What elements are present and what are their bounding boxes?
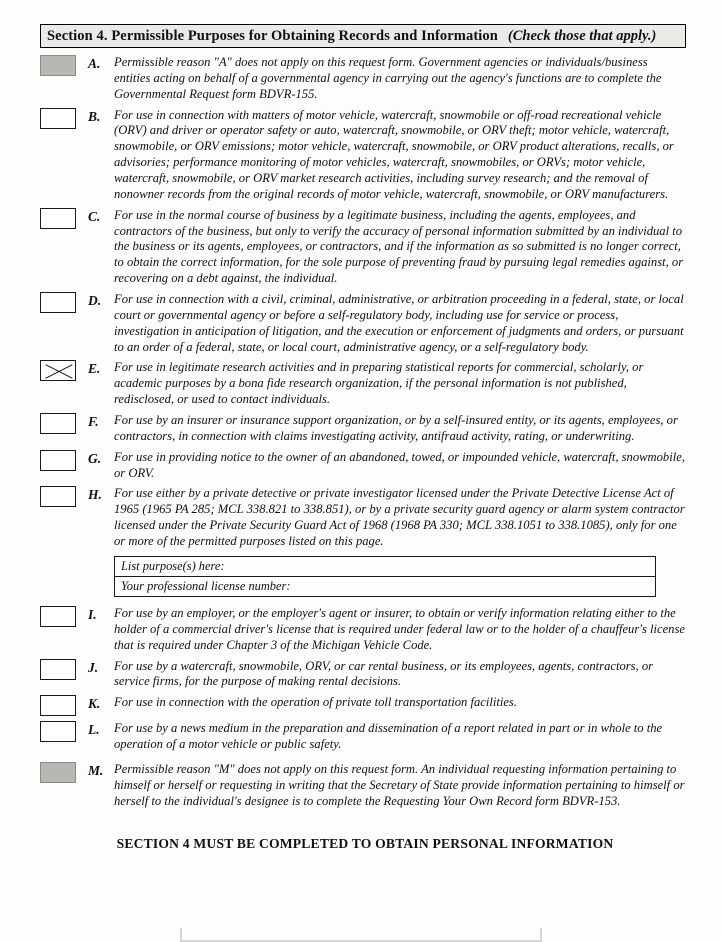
item-text-b: For use in connection with matters of motor vehicle, watercraft, snowmobile or off-road recreational vehicle (ORV) and driver or operator safety or auto, watercraft, snowmobile, or ORV theft; motor vehicle, watercraft, snowmobile, or ORV emissions; motor vehicle, watercraft, snowmobile, or ORV product alterations, recalls, or advisories; performance monitoring of motor vehicles, watercraft, snowmobiles, or ORVs; motor vehicle, watercraft, snowmobile, or ORV market research activities, including survey research; and the removal of nonowner records from the original records of motor vehicle, watercraft, snowmobile, or ORV manufacturers.	[114, 107, 674, 201]
checkbox-cell-f	[40, 412, 88, 434]
item-text-g: For use in providing notice to the owner of an abandoned, towed, or impounded vehicle, watercraft, snowmobile, or ORV.	[114, 449, 685, 480]
item-letter-i: I.	[88, 606, 97, 622]
permissible-purpose-list	[40, 54, 690, 852]
item-letter-h: H.	[88, 487, 102, 503]
checkbox-b[interactable]	[40, 108, 76, 129]
checkbox-f[interactable]	[40, 413, 76, 434]
list-item	[40, 485, 690, 549]
list-item	[40, 761, 690, 810]
item-text-i: For use by an employer, or the employer's agent or insurer, to obtain or verify information relating either to the holder of a commercial driver's license that is required under federal law or to the holder of a chauffeur's license that is required under Chapter 3 of the Michigan Vehicle Code.	[114, 605, 685, 652]
purpose-label: List purpose(s) here:	[121, 558, 225, 573]
item-text-k: For use in connection with the operation of private toll transportation facilities.	[114, 695, 517, 710]
checkbox-i[interactable]	[40, 606, 76, 627]
item-text-a: Permissible reason "A" does not apply on this request form. Government agencies or individuals/business entities acting on behalf of a governmental agency in carrying out the agency's functions are to complete the Governmental Request form BDVR-155.	[114, 55, 662, 101]
list-item	[40, 658, 690, 691]
item-text-c: For use in the normal course of business by a legitimate business, including the agents, employees, and contractors of the business, but only to verify the accuracy of personal information submitted by an individual to the business or its agents, employees, or contractors, and if the information as so submitted is no longer correct, to obtain the correct information, for the sole purpose of preventing fraud by pursuing legal remedies against, or recovering on a debt against, the individual.	[114, 207, 684, 286]
item-letter-b: B.	[88, 108, 101, 124]
item-letter-k: K.	[88, 696, 101, 712]
item-text-j: For use by a watercraft, snowmobile, ORV, or car rental business, or its employees, agents, contractors, or service firms, for the purpose of making rental decisions.	[114, 658, 654, 689]
checkbox-cell-m	[40, 761, 88, 783]
checkbox-g[interactable]	[40, 450, 76, 471]
item-text-l: For use by a news medium in the preparation and dissemination of a report related in part or in whole to the operation of a motor vehicle or public safety.	[114, 721, 663, 752]
checkbox-cell-c	[40, 207, 88, 229]
license-number-label: Your professional license number:	[121, 578, 291, 593]
purpose-row[interactable]	[115, 557, 655, 577]
checkbox-cell-h	[40, 485, 88, 507]
item-text-d: For use in connection with a civil, criminal, administrative, or arbitration proceeding in a federal, state, or local court or governmental agency or before a self-regulatory body, including use for service or process, investigation in anticipation of litigation, and the execution or enforcement of judgments and orders, or pursuant to an order of a federal, state, or local court, administrative agency, or a self-regulatory body.	[114, 292, 684, 354]
item-letter-a: A.	[88, 56, 101, 71]
list-item	[40, 291, 690, 355]
checkbox-cell-k	[40, 694, 88, 716]
checkbox-c[interactable]	[40, 208, 76, 229]
checkbox-a[interactable]	[40, 55, 76, 76]
checkbox-cell-g	[40, 449, 88, 471]
license-number-row[interactable]	[115, 577, 655, 596]
checkbox-h[interactable]	[40, 486, 76, 507]
item-letter-d: D.	[88, 293, 102, 309]
list-item	[40, 605, 690, 654]
item-text-e: For use in legitimate research activities and in preparing statistical reports for commercial, scholarly, or academic purposes by a bona fide research organization, if the personal information is not published, redisclosed, or used to contact individuals.	[114, 360, 644, 407]
checkbox-k[interactable]	[40, 695, 76, 716]
section-check-instruction: (Check those that apply.)	[507, 27, 657, 44]
checkbox-l[interactable]	[40, 721, 76, 742]
item-text-f: For use by an insurer or insurance support organization, or by a self-insured entity, or its agents, employees, or contractors, in connection with claims investigating activity, antifraud activity, rating, or underwriting.	[114, 413, 678, 443]
item-letter-l: L.	[88, 722, 100, 738]
checkbox-cell-j	[40, 658, 88, 680]
checkbox-cell-i	[40, 605, 88, 627]
list-item	[40, 694, 690, 716]
item-letter-g: G.	[88, 450, 102, 466]
checkbox-m[interactable]	[40, 762, 76, 783]
list-item	[40, 359, 690, 408]
checkbox-j[interactable]	[40, 659, 76, 680]
license-detail-box	[114, 556, 656, 597]
scan-artifact-right	[540, 928, 542, 942]
checkbox-cell-e	[40, 359, 88, 381]
checkbox-cell-d	[40, 291, 88, 313]
section-header	[40, 24, 686, 48]
checkbox-cell-l	[40, 720, 88, 742]
list-item	[40, 107, 690, 203]
list-item	[40, 54, 690, 103]
list-item	[40, 412, 690, 445]
checkbox-e[interactable]	[40, 360, 76, 381]
scan-artifact-bottom	[180, 940, 540, 942]
list-item	[40, 449, 690, 482]
item-letter-j: J.	[88, 659, 99, 675]
item-letter-m: M.	[88, 762, 104, 778]
checkbox-cell-b	[40, 107, 88, 129]
item-text-h: For use either by a private detective or private investigator licensed under the Private Detective License Act of 1965 (1965 PA 285; MCL 338.821 to 338.851), or by a private security guard agency or alarm system contractor licensed under the Private Security Guard Act of 1968 (1968 PA 330; MCL 338.1051 to 338.1085), only for one or more of the permitted purposes listed on this page.	[114, 486, 685, 549]
item-letter-c: C.	[88, 208, 101, 224]
list-item	[40, 720, 690, 753]
item-text-m: Permissible reason "M" does not apply on this request form. An individual requesting information pertaining to himself or herself or requesting in writing that the Secretary of State provide information pertaining to himself or herself to the individual's designee is to complete the Requesting Your Own Record form BDVR-153.	[114, 761, 685, 808]
list-item	[40, 207, 690, 287]
checkbox-cell-a	[40, 54, 88, 76]
item-letter-e: E.	[88, 361, 101, 377]
section-title: Section 4. Permissible Purposes for Obtaining Records and Information	[47, 27, 498, 44]
item-letter-f: F.	[88, 414, 99, 430]
footer-note: SECTION 4 MUST BE COMPLETED TO OBTAIN PERSONAL INFORMATION	[116, 835, 614, 851]
checkbox-d[interactable]	[40, 292, 76, 313]
